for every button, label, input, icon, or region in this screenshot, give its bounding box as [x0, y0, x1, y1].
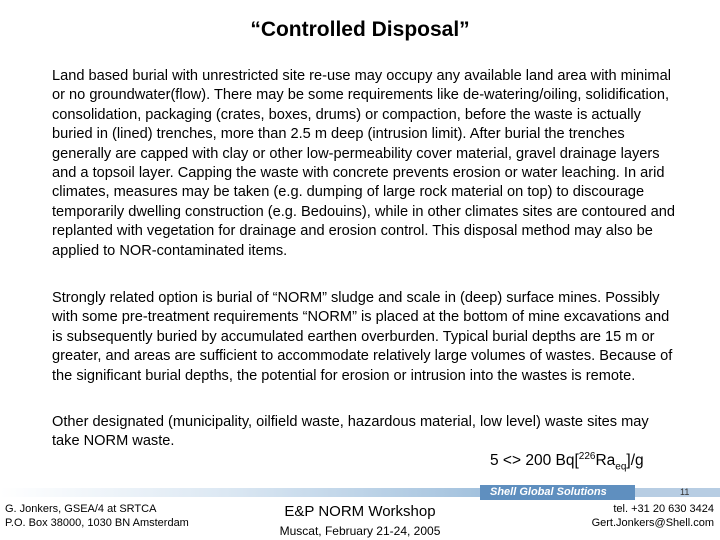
footer-brand-bar: [0, 484, 720, 500]
paragraph-mine-burial: Strongly related option is burial of “NORM” sludge and scale in (deep) surface mines. Possibly with some pre-treatment requirements “NORM” is placed at the bottom of mine excavations and is subsequently buried by accumulated earthen overburden. Typical burial depths are 15 m or greater, and areas are sufficient to accommodate relatively large volumes of wastes. Because of the significant burial depths, the potential for erosion or intrusion into the wastes is remote.: [52, 290, 673, 384]
footer-phone: tel. +31 20 630 3424: [613, 503, 714, 515]
paragraph-designated-sites: Other designated (municipality, oilfield waste, hazardous material, low level) waste sites may take NORM waste.: [52, 414, 649, 450]
footer-author-line1: G. Jonkers, GSEA/4 at SRTCA: [5, 503, 157, 515]
footer-event-date: Muscat, February 21-24, 2005: [279, 524, 441, 538]
formula-suffix: ]/g: [626, 452, 644, 470]
paragraph-land-burial: Land based burial with unrestricted site re-use may occupy any available land area with minimal or no groundwater(flow). There may be some requirements like de-watering/oiling, solidification, consolidation, packaging (crates, boxes, drums) or compaction, before the waste is actually buried in (lined) trenches, more than 2.5 m deep (intrusion limit). After burial the trenches generally are capped with clay or other low-permeability cover material, gravel drainage layers and a topsoil layer. Capping the waste with concrete prevents erosion or water leaching. In arid climates, measures may be taken (e.g. dumping of large rock material on top) to discourage temporarily dwelling construction (e.g. Bedouins), while in other climates sites are contoured and replanted with vegetation for drainage and erosion control. This disposal method may also be applied to NOR-contaminated items.: [52, 68, 675, 259]
formula-prefix: 5 <> 200 Bq[: [490, 452, 579, 470]
page-number: 11: [680, 487, 690, 497]
formula-element: Ra: [595, 452, 616, 470]
footer-email: Gert.Jonkers@Shell.com: [591, 517, 714, 529]
slide-title: “Controlled Disposal”: [250, 18, 470, 41]
formula-eq-subscript: eq: [615, 461, 627, 473]
formula-isotope-mass: 226: [578, 451, 596, 462]
footer-author-line2: P.O. Box 38000, 1030 BN Amsterdam: [5, 517, 189, 529]
brand-bar-gradient: [0, 488, 500, 497]
brand-bar-tail: [635, 488, 720, 497]
footer-event-name: E&P NORM Workshop: [284, 503, 436, 520]
activity-threshold: [490, 451, 644, 472]
brand-name: Shell Global Solutions: [490, 486, 607, 498]
footer-contact: [592, 502, 714, 530]
